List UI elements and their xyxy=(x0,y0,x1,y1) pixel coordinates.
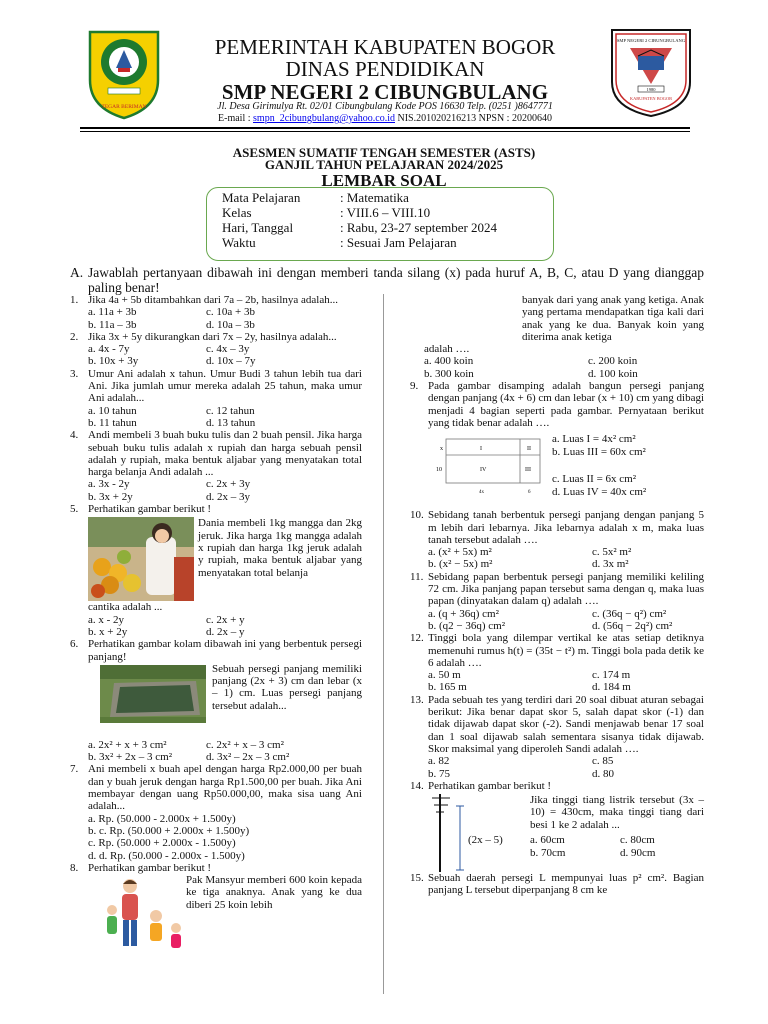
question-13 xyxy=(404,694,704,780)
exam-year: GANJIL TAHUN PELAJARAN 2024/2025 xyxy=(264,157,504,172)
option-b[interactable]: b. 11a – 3b xyxy=(88,318,137,331)
question-5 xyxy=(64,503,362,638)
question-number: 5. xyxy=(70,503,79,516)
instruction-letter: A. xyxy=(70,265,84,280)
option-a[interactable]: a. 10 tahun xyxy=(88,404,137,417)
question-6 xyxy=(64,638,362,763)
option-c[interactable]: c. 4x – 3y xyxy=(206,343,250,356)
question-tail: cantika adalah ... xyxy=(88,601,163,614)
question-14 xyxy=(404,780,704,872)
option-a[interactable]: a. 60cm xyxy=(530,834,565,847)
option-b[interactable]: b. 70cm xyxy=(530,847,566,860)
question-number: 14. xyxy=(410,779,424,792)
question-number: 11. xyxy=(410,570,424,583)
svg-text:KABUPATEN BOGOR: KABUPATEN BOGOR xyxy=(629,96,673,101)
header-email-line xyxy=(160,113,610,124)
email-prefix: E-mail : xyxy=(218,113,254,124)
left-logo xyxy=(86,28,162,120)
question-number: 10. xyxy=(410,509,424,522)
svg-text:6: 6 xyxy=(528,490,531,496)
option-b[interactable]: b. (q2 − 36q) cm² xyxy=(428,619,506,632)
instruction xyxy=(64,265,704,295)
option-b[interactable]: b. 10x + 3y xyxy=(88,355,139,368)
option-d[interactable]: d. 2x – 3y xyxy=(206,490,250,503)
question-side-text: Jika tinggi tiang listrik tersebut (3x – 10) = 430cm, maka tinggi tiang dari besi 1 ke 2 adalah ... xyxy=(530,794,704,831)
option-b[interactable]: b. c. Rp. (50.000 + 2.000x + 1.500y) xyxy=(88,824,250,837)
header-department: DINAS PENDIDIKAN xyxy=(285,57,485,81)
question-side-text: Pak Mansyur memberi 600 koin kepada ke tiga anaknya. Anak yang ke dua diberi 25 koin lebih xyxy=(186,874,362,911)
question-text: Sebidang tanah berbentuk persegi panjang dengan panjang 5 m lebih dari lebarnya. Jika lebarnya adalah x m, maka luas tanah tersebut adalah …. xyxy=(428,509,704,546)
option-b[interactable]: b. (x² − 5x) m² xyxy=(428,558,493,571)
question-number: 3. xyxy=(70,367,79,380)
question-15 xyxy=(404,872,704,897)
header-school-name: SMP NEGERI 2 CIBUNGBULANG xyxy=(221,80,549,104)
svg-text:II: II xyxy=(527,446,531,453)
question-text: Tinggi bola yang dilempar vertikal ke atas setiap detiknya memenuhi rumus h(t) = (35t − t²) m. Tinggi bola pada detik ke 6 adalah …. xyxy=(428,632,704,669)
svg-text:10: 10 xyxy=(436,467,442,474)
question-9 xyxy=(404,380,704,505)
rectangle-grid-figure xyxy=(434,433,544,499)
kabupaten-bogor-emblem xyxy=(86,28,162,120)
option-a[interactable]: a. 400 koin xyxy=(424,355,474,368)
option-a[interactable]: a. (q + 36q) cm² xyxy=(428,607,499,620)
option-b[interactable]: b. 75 xyxy=(428,767,450,780)
info-label-subject: Mata Pelajaran xyxy=(222,190,301,205)
question-number: 8. xyxy=(70,861,79,874)
option-b[interactable]: b. x + 2y xyxy=(88,625,128,638)
option-d[interactable]: d. 100 koin xyxy=(588,367,638,380)
column-divider xyxy=(383,294,384,994)
option-a[interactable]: a. Luas I = 4x² cm² xyxy=(552,433,636,446)
family-image xyxy=(104,876,188,954)
option-d[interactable]: d. 3x m² xyxy=(592,558,629,571)
option-d[interactable]: d. 2x – y xyxy=(206,625,245,638)
fruit-shopping-image xyxy=(88,517,194,601)
question-text: Andi membeli 3 buah buku tulis dan 2 buah pensil. Jika harga sebuah buku tulis adalah x rupiah dan harga sebuah pensil adalah y rupiah, maka bentuk aljabar yang menyatakan total harga belanja Andi adalah ... xyxy=(88,429,362,479)
exam-title: ASESMEN SUMATIF TENGAH SEMESTER (ASTS) xyxy=(232,145,536,160)
option-c[interactable]: c. 2x² + x – 3 cm² xyxy=(206,738,284,751)
svg-text:x: x xyxy=(440,446,443,453)
question-4 xyxy=(64,429,362,503)
question-side-text: Sebuah persegi panjang memiliki panjang (2x + 3) cm dan lebar (x – 1) cm. Luas persegi panjang tersebut adalah... xyxy=(212,662,362,712)
info-value-time: : Sesuai Jam Pelajaran xyxy=(340,235,457,250)
question-text: Perhatikan gambar berikut ! xyxy=(88,861,212,874)
question-text: Jika 3x + 5y dikurangkan dari 7x – 2y, hasilnya adalah... xyxy=(88,330,337,343)
question-8-cont-text: banyak dari yang anak yang ketiga. Anak yang pertama mendapatkan tiga kali dari anak yang ke dua. Banyak koin yang diterima anak ketiga xyxy=(522,294,704,343)
question-7 xyxy=(64,763,362,861)
right-logo xyxy=(608,26,694,118)
question-8-continued xyxy=(404,294,704,380)
question-text: Perhatikan gambar berikut ! xyxy=(88,503,212,516)
option-d[interactable]: d. 3x² – 2x – 3 cm² xyxy=(206,751,290,764)
option-b[interactable]: b. Luas III = 60x cm² xyxy=(552,446,646,459)
info-value-class: : VIII.6 – VIII.10 xyxy=(340,205,431,220)
question-text: Pada sebuah tes yang terdiri dari 20 soal dibuat aturan sebagai berikut: Jika benar dapat skor 5, salah dapat skor (-1) dan tidak dijawab dapat skor (-2). Sandi menjawab benar 17 soal dan 1 soal dijawab salah sementara sisanya tidak dijawab. Skor maksimal yang diperoleh Sandi adalah …. xyxy=(428,693,704,755)
question-number: 13. xyxy=(410,693,424,706)
question-1 xyxy=(64,294,362,331)
question-text: Pada gambar disamping adalah bangun persegi panjang dengan panjang (4x + 6) cm dan lebar (x + 10) cm yang dibagi menjadi 4 bagian seperti pada gambar. Pernyataan berikut yang tidak benar adalah …. xyxy=(428,380,705,429)
question-number: 2. xyxy=(70,330,79,343)
option-c[interactable]: c. 2x + 3y xyxy=(206,478,251,491)
email-link[interactable]: smpn_2cibungbulang@yahoo.co.id xyxy=(253,113,395,124)
option-a[interactable]: a. x - 2y xyxy=(88,613,125,626)
option-d[interactable]: d. 184 m xyxy=(592,681,631,694)
info-label-time: Waktu xyxy=(222,235,256,250)
question-text: Perhatikan gambar berikut ! xyxy=(428,779,552,792)
option-a[interactable]: a. 11a + 3b xyxy=(88,306,137,319)
option-d[interactable]: d. 80 xyxy=(592,767,614,780)
option-b[interactable]: b. 3x + 2y xyxy=(88,490,133,503)
option-b[interactable]: b. 3x² + 2x – 3 cm² xyxy=(88,751,172,764)
option-b[interactable]: b. 300 koin xyxy=(424,367,474,380)
option-d[interactable]: d. 90cm xyxy=(620,847,656,860)
question-11 xyxy=(404,571,704,632)
question-8 xyxy=(64,862,362,954)
option-d[interactable]: d. Luas IV = 40x cm² xyxy=(552,486,647,499)
option-c[interactable]: c. 10a + 3b xyxy=(206,306,255,319)
svg-text:4x: 4x xyxy=(479,490,484,496)
option-d[interactable]: d. 13 tahun xyxy=(206,416,256,429)
question-12 xyxy=(404,632,704,693)
question-8-tail: adalah …. xyxy=(424,343,470,356)
option-a[interactable]: a. 82 xyxy=(428,755,450,768)
svg-text:1980: 1980 xyxy=(646,87,656,92)
option-c[interactable]: c. 200 koin xyxy=(588,355,638,368)
sheet-title: LEMBAR SOAL xyxy=(321,171,447,190)
option-b[interactable]: b. 11 tahun xyxy=(88,416,137,429)
svg-text:I: I xyxy=(480,446,482,453)
option-c[interactable]: c. 174 m xyxy=(592,669,631,682)
option-a[interactable]: a. 3x - 2y xyxy=(88,478,130,491)
header-government: PEMERINTAH KABUPATEN BOGOR xyxy=(214,35,556,59)
option-c[interactable]: c. 85 xyxy=(592,755,614,768)
question-text: Ani membeli x buah apel dengan harga Rp2.000,00 per buah dan y buah jeruk dengan harga Rp1.500,00 per buah. Jika Ani membayar dengan uang Rp50.000,00, maka sisa uang Ani adalah... xyxy=(88,763,362,813)
option-c[interactable]: c. Luas II = 6x cm² xyxy=(552,473,637,486)
question-number: 1. xyxy=(70,294,79,306)
option-d[interactable]: d. 10x – 7y xyxy=(206,355,256,368)
option-a[interactable]: a. 50 m xyxy=(428,669,461,682)
info-value-subject: : Matematika xyxy=(340,190,409,205)
question-text: Perhatikan gambar kolam dibawah ini yang berbentuk persegi panjang! xyxy=(88,638,362,663)
question-text: Sebuah daerah persegi L mempunyai luas p² cm². Bagian panjang L tersebut diperpanjang 8 cm ke xyxy=(428,872,704,897)
option-a[interactable]: a. Rp. (50.000 - 2.000x + 1.500y) xyxy=(88,812,236,825)
question-number: 12. xyxy=(410,632,424,645)
electric-pole-figure xyxy=(430,792,470,872)
school-emblem xyxy=(608,26,694,118)
option-c[interactable]: c. (36q − q²) cm² xyxy=(592,607,667,620)
header-rule-thin xyxy=(80,131,690,132)
question-number: 15. xyxy=(410,872,424,885)
left-column xyxy=(64,294,362,954)
option-a[interactable]: a. 2x² + x + 3 cm² xyxy=(88,738,167,751)
header-address: Jl. Desa Girimulya Rt. 02/01 Cibungbulang Kode POS 16630 Telp. (0251 )8647771 xyxy=(217,101,553,112)
question-2 xyxy=(64,331,362,368)
question-10 xyxy=(404,509,704,570)
option-a[interactable]: a. 4x - 7y xyxy=(88,343,130,356)
question-number: 9. xyxy=(410,380,419,393)
option-d[interactable]: d. 10a – 3b xyxy=(206,318,255,331)
pond-image xyxy=(100,665,206,723)
question-number: 4. xyxy=(70,429,79,442)
right-column xyxy=(404,294,704,897)
pole-length-label: (2x – 5) xyxy=(468,834,503,847)
question-text: Umur Ani adalah x tahun. Umur Budi 3 tahun lebih tua dari Ani. Jika jumlah umur mereka adalah 25 tahun, maka umur Ani adalah... xyxy=(88,367,362,405)
email-suffix: NIS.201020216213 NPSN : 20200640 xyxy=(395,113,552,124)
svg-text:III: III xyxy=(525,467,531,474)
svg-text:SMP NEGERI 2 CIBUNGBULANG: SMP NEGERI 2 CIBUNGBULANG xyxy=(616,38,686,43)
question-number: 6. xyxy=(70,638,79,651)
question-side-text: Dania membeli 1kg mangga dan 2kg jeruk. Jika harga 1kg mangga adalah x rupiah dan harga 1kg jeruk adalah y rupiah, maka bentuk aljabar yang menyatakan total belanja xyxy=(198,517,362,579)
instruction-text: Jawablah pertanyaan dibawah ini dengan memberi tanda silang (x) pada huruf A, B, C, atau D yang dianggap paling benar! xyxy=(88,265,704,295)
question-3 xyxy=(64,368,362,429)
option-c[interactable]: c. 12 tahun xyxy=(206,404,255,417)
header-rule-thick xyxy=(80,127,690,129)
svg-text:TEGAR BERIMAN: TEGAR BERIMAN xyxy=(101,104,147,110)
option-a[interactable]: a. (x² + 5x) m² xyxy=(428,546,492,559)
info-label-class: Kelas xyxy=(222,205,252,220)
option-c[interactable]: c. 2x + y xyxy=(206,613,245,626)
question-text: Sebidang papan berbentuk persegi panjang memiliki keliling 72 cm. Jika panjang papan tersebut sama dengan q, maka luas papan (dinyatakan dalam q) adalah …. xyxy=(428,570,704,608)
option-b[interactable]: b. 165 m xyxy=(428,681,467,694)
question-number: 7. xyxy=(70,763,79,776)
option-c[interactable]: c. 80cm xyxy=(620,834,655,847)
option-d[interactable]: d. (56q − 2q²) cm² xyxy=(592,619,673,632)
option-c[interactable]: c. Rp. (50.000 + 2.000x - 1.500y) xyxy=(88,837,236,850)
option-c[interactable]: c. 5x² m² xyxy=(592,546,632,559)
svg-text:IV: IV xyxy=(480,467,487,474)
question-text: Jika 4a + 5b ditambahkan dari 7a – 2b, hasilnya adalah... xyxy=(88,294,338,306)
option-d[interactable]: d. d. Rp. (50.000 - 2.000x - 1.500y) xyxy=(88,849,245,862)
info-value-date: : Rabu, 23-27 september 2024 xyxy=(340,220,498,235)
info-label-date: Hari, Tanggal xyxy=(222,220,294,235)
